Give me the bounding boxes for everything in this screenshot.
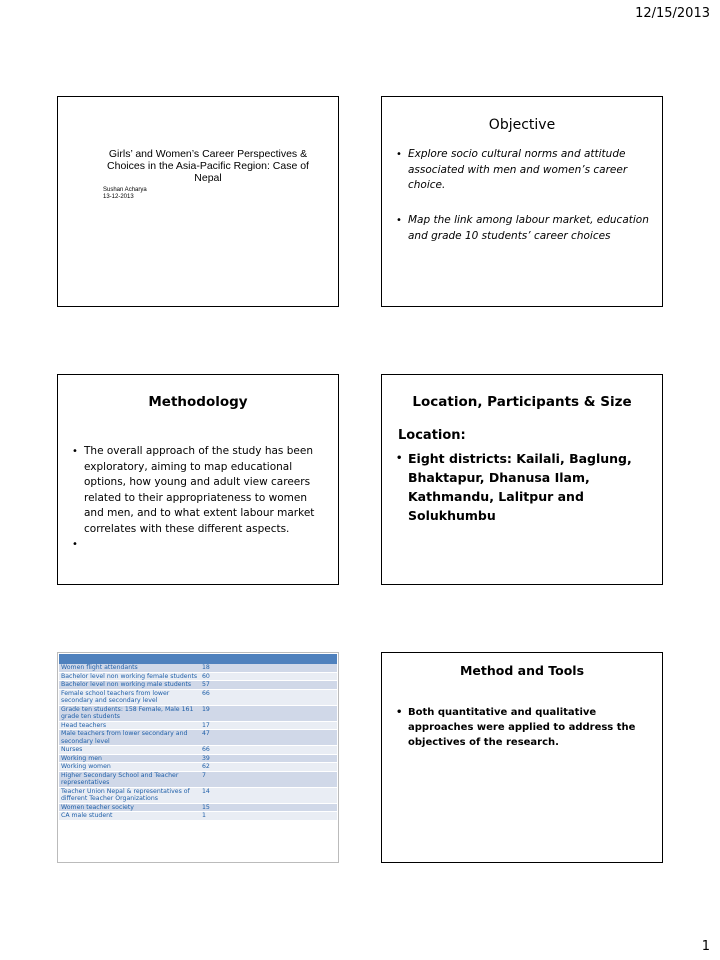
participant-count: 7 xyxy=(200,771,337,787)
participant-count: 19 xyxy=(200,705,337,721)
slide-methodology xyxy=(57,374,339,585)
bullet-icon: • xyxy=(396,149,402,160)
participant-count: 1 xyxy=(200,812,337,821)
slide-title xyxy=(57,96,339,307)
print-date: 12/15/2013 xyxy=(635,6,710,21)
table-header-bar xyxy=(59,654,337,664)
table-row xyxy=(59,705,337,721)
participant-count: 39 xyxy=(200,754,337,763)
participant-group: CA male student xyxy=(59,812,200,821)
location-label: Location: xyxy=(398,428,466,443)
bullet-text: The overall approach of the study has been exploratory, aiming to map educational options, how young and adult view careers related to their appropriateness to women and men, and to what extent labour market correlates with these different aspects. xyxy=(84,445,315,535)
slide-method-tools xyxy=(381,652,663,863)
table-row xyxy=(59,672,337,681)
bullet-text: Map the link among labour market, education and grade 10 students’ career choices xyxy=(408,214,649,242)
page-number: 1 xyxy=(701,939,710,954)
participant-group: Working women xyxy=(59,763,200,772)
table-row xyxy=(59,730,337,746)
participant-count: 60 xyxy=(200,672,337,681)
participant-count: 47 xyxy=(200,730,337,746)
table-row xyxy=(59,689,337,705)
bullet-item xyxy=(396,147,646,194)
table-row xyxy=(59,681,337,690)
participant-count: 15 xyxy=(200,803,337,812)
participant-group: Male teachers from lower secondary and secondary level xyxy=(59,730,200,746)
participant-group: Nurses xyxy=(59,746,200,755)
table-row xyxy=(59,746,337,755)
participant-group: Bachelor level non working male students xyxy=(59,681,200,690)
bullet-item xyxy=(72,537,326,553)
participant-count: 66 xyxy=(200,746,337,755)
participant-count: 66 xyxy=(200,689,337,705)
presentation-title: Girls’ and Women’s Career Perspectives & Choices in the Asia-Pacific Region: Case of Nepal xyxy=(107,148,309,184)
participant-group: Bachelor level non working female students xyxy=(59,672,200,681)
participant-group: Teacher Union Nepal & representatives of different Teacher Organizations xyxy=(59,787,200,803)
bullet-text: Explore socio cultural norms and attitude associated with men and women’s career choice. xyxy=(408,148,628,191)
table-row xyxy=(59,771,337,787)
bullet-item xyxy=(396,213,652,244)
slide-heading: Methodology xyxy=(148,394,248,410)
author-name: Sushan Acharya xyxy=(103,187,147,193)
table-row xyxy=(59,803,337,812)
slide-heading: Method and Tools xyxy=(459,663,585,678)
bullet-item xyxy=(396,449,636,525)
participant-count: 62 xyxy=(200,763,337,772)
bullet-item xyxy=(396,705,652,750)
slide-objective xyxy=(381,96,663,307)
bullet-text: Both quantitative and qualitative approaches were applied to address the objectives of the research. xyxy=(408,707,636,748)
bullet-icon: • xyxy=(72,539,78,550)
participant-count: 57 xyxy=(200,681,337,690)
bullet-icon: • xyxy=(396,215,402,226)
bullet-icon: • xyxy=(396,707,403,718)
bullet-text: Eight districts: Kailali, Baglung, Bhaktapur, Dhanusa Ilam, Kathmandu, Lalitpur and Solukhumbu xyxy=(408,451,632,523)
table-row xyxy=(59,664,337,672)
bullet-icon: • xyxy=(396,453,403,464)
table-row xyxy=(59,787,337,803)
slide-heading: Objective xyxy=(488,117,556,133)
bullet-icon: • xyxy=(72,446,78,457)
participant-group: Women teacher society xyxy=(59,803,200,812)
participant-count: 17 xyxy=(200,721,337,730)
participant-count: 18 xyxy=(200,664,337,672)
table-row xyxy=(59,763,337,772)
bullet-item xyxy=(72,444,326,537)
participant-count: 14 xyxy=(200,787,337,803)
participant-group: Grade ten students: 158 Female, Male 161 grade ten students xyxy=(59,705,200,721)
author-block xyxy=(103,187,147,201)
table-row xyxy=(59,812,337,821)
table-row xyxy=(59,721,337,730)
participant-group: Higher Secondary School and Teacher representatives xyxy=(59,771,200,787)
participant-group: Head teachers xyxy=(59,721,200,730)
participant-group: Working men xyxy=(59,754,200,763)
participant-group: Women flight attendants xyxy=(59,664,200,672)
slide-heading: Location, Participants & Size xyxy=(412,394,632,410)
presentation-date: 13-12-2013 xyxy=(103,194,134,200)
slide-location xyxy=(381,374,663,585)
participants-table xyxy=(59,664,337,821)
slide-participants-table xyxy=(57,652,339,863)
participant-group: Female school teachers from lower secondary and secondary level xyxy=(59,689,200,705)
table-row xyxy=(59,754,337,763)
